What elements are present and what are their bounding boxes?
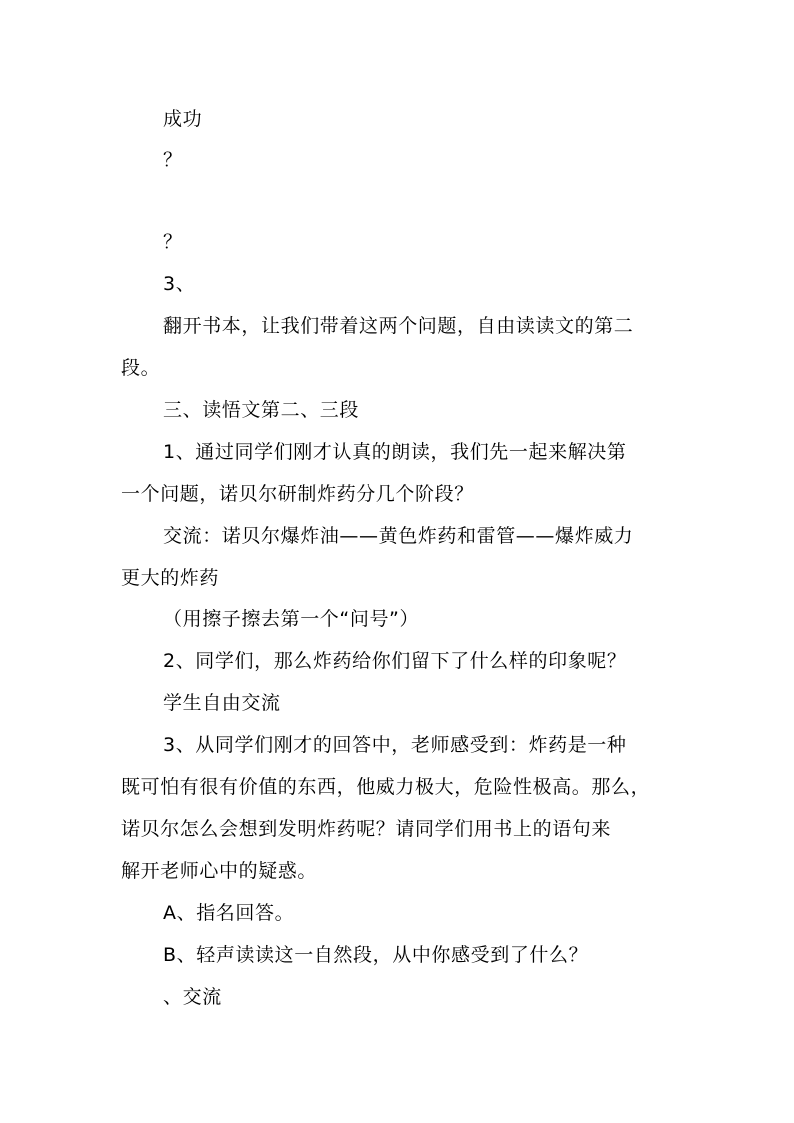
text-line: 既可怕有很有价值的东西，他威力极大，危险性极高。那么， [121, 776, 651, 798]
text-line: 一个问题，诺贝尔研制炸药分几个阶段？ [121, 483, 474, 505]
text-line: 更大的炸药 [121, 567, 220, 589]
text-line: 交流：诺贝尔爆炸油——黄色炸药和雷管——爆炸威力 [163, 525, 634, 547]
text-line: 2、同学们，那么炸药给你们留下了什么样的印象呢？ [163, 650, 627, 672]
text-line: 段。 [121, 357, 161, 379]
text-line: B、轻声读读这一自然段，从中你感受到了什么？ [163, 944, 589, 966]
text-line: 诺贝尔怎么会想到发明炸药呢？请同学们用书上的语句来 [121, 818, 612, 840]
text-line: A、指名回答。 [163, 902, 295, 924]
section-heading: 三、读悟文第二、三段 [163, 399, 360, 421]
text-line: （用擦子擦去第一个“问号”） [163, 608, 420, 630]
text-line: 学生自由交流 [163, 692, 281, 714]
text-line: ？ [163, 149, 183, 171]
text-line: ？ [163, 231, 183, 253]
text-line: 3、 [163, 273, 196, 295]
text-line: 翻开书本，让我们带着这两个问题，自由读读文的第二 [163, 315, 634, 337]
text-line: 、交流 [163, 986, 222, 1008]
text-line: 成功 [163, 108, 203, 130]
text-line: 1、通过同学们刚才认真的朗读，我们先一起来解决第 [163, 441, 627, 463]
text-line: 解开老师心中的疑惑。 [121, 860, 318, 882]
text-line: 3、从同学们刚才的回答中，老师感受到：炸药是一种 [163, 734, 627, 756]
